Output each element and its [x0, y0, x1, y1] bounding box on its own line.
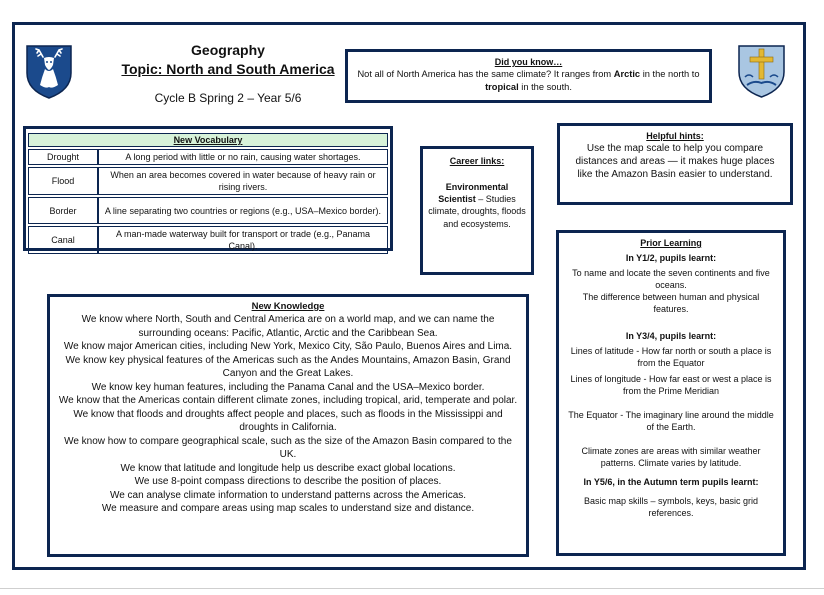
- list-item: We know where North, South and Central America are on a world map, and we can name the surrounding oceans: Pacific, Atlantic, Arctic and the Caribbean Sea.: [81, 314, 495, 339]
- did-you-know-title: Did you know…: [494, 57, 563, 67]
- list-item: We know key physical features of the Americas such as the Andes Mountains, Amazon Basin, Grand Canyon and the Great Lakes.: [65, 354, 511, 379]
- list-item: We use 8-point compass directions to describe the position of places.: [134, 476, 442, 487]
- new-knowledge-box: [47, 294, 529, 557]
- did-you-know-text: [354, 68, 703, 94]
- list-item: Lines of latitude - How far north or south a place is from the Equator: [570, 346, 772, 368]
- list-item: We know key human features, including the Panama Canal and the USA–Mexico border.: [91, 381, 485, 393]
- prior-y34-heading: In Y3/4, pupils learnt:: [625, 331, 717, 341]
- list-item: We know major American cities, including New York, Mexico City, São Paulo, Buenos Aires and Lima.: [63, 341, 513, 352]
- school-crest-cross-icon: [735, 41, 788, 98]
- list-item: Lines of longitude - How far east or west a place is from the Prime Meridian: [570, 374, 772, 396]
- table-row: [28, 226, 388, 254]
- vocabulary-title: New Vocabulary: [28, 133, 388, 147]
- prior-learning-title: Prior Learning: [640, 238, 702, 248]
- table-row: [28, 197, 388, 224]
- list-item: We know how to compare geographical scale, such as the size of the Amazon Basin compared to the UK.: [64, 435, 512, 460]
- list-item: To name and locate the seven continents and five oceans.: [572, 268, 770, 290]
- list-item: The Equator - The imaginary line around the middle of the Earth.: [568, 410, 774, 432]
- helpful-hints-title: Helpful hints:: [646, 131, 704, 141]
- career-role: Environmental Scientist: [438, 182, 509, 205]
- vocab-definition: A long period with little or no rain, causing water shortages.: [98, 149, 388, 165]
- vocab-term: Drought: [28, 149, 98, 165]
- prior-y56-heading: In Y5/6, in the Autumn term pupils learnt:: [583, 477, 759, 487]
- table-row: [28, 149, 388, 165]
- page-divider: [0, 588, 824, 589]
- list-item: We know that latitude and longitude help us describe exact global locations.: [120, 462, 456, 474]
- list-item: We measure and compare areas using map scales to understand size and distance.: [101, 503, 475, 514]
- vocab-term: Canal: [28, 226, 98, 254]
- career-links-title: Career links:: [449, 156, 505, 166]
- did-you-know-text-part: in the north to: [640, 69, 700, 79]
- list-item: The difference between human and physical features.: [582, 292, 760, 314]
- vocabulary-box: [23, 126, 393, 251]
- did-you-know-bold-arctic: Arctic: [613, 69, 641, 79]
- did-you-know-bold-tropical: tropical: [485, 82, 519, 92]
- school-crest-stag-icon: [24, 43, 74, 99]
- career-description: – Studies climate, droughts, floods and ecosystems.: [428, 194, 526, 229]
- vocab-term: Border: [28, 197, 98, 224]
- subject-title: Geography: [191, 42, 265, 58]
- list-item: We know that floods and droughts affect people and places, such as floods in the Mississippi and droughts in California.: [73, 408, 503, 433]
- prior-y12-heading: In Y1/2, pupils learnt:: [625, 253, 717, 263]
- did-you-know-box: [345, 49, 712, 103]
- did-you-know-text-part: in the south.: [518, 82, 572, 92]
- cycle-label: Cycle B Spring 2 – Year 5/6: [154, 91, 302, 105]
- vocabulary-table: [28, 131, 388, 256]
- vocab-term: Flood: [28, 167, 98, 195]
- career-text: [428, 181, 526, 230]
- vocab-definition: A man-made waterway built for transport or trade (e.g., Panama Canal).: [98, 226, 388, 254]
- helpful-hints-text: Use the map scale to help you compare distances and areas — it makes huge places like the Amazon Basin easier to understand.: [575, 143, 775, 180]
- new-knowledge-title: New Knowledge: [251, 301, 325, 312]
- vocab-definition: A line separating two countries or regions (e.g., USA–Mexico border).: [98, 197, 388, 224]
- did-you-know-text-part: Not all of North America has the same climate? It ranges from: [357, 69, 614, 79]
- vocab-definition: When an area becomes covered in water because of heavy rain or rising rivers.: [98, 167, 388, 195]
- list-item: We can analyse climate information to understand patterns across the Americas.: [109, 489, 467, 501]
- list-item: Climate zones are areas with similar weather patterns. Climate varies by latitude.: [581, 446, 761, 468]
- table-row: [28, 167, 388, 195]
- topic-title: Topic: North and South America: [121, 61, 335, 77]
- prior-learning-box: [556, 230, 786, 556]
- career-links-box: [420, 146, 534, 275]
- helpful-hints-box: [557, 123, 793, 205]
- title-block: [100, 42, 356, 106]
- list-item: We know that the Americas contain different climate zones, including tropical, arid, temperate and polar.: [58, 395, 518, 406]
- list-item: Basic map skills – symbols, keys, basic grid references.: [583, 496, 759, 518]
